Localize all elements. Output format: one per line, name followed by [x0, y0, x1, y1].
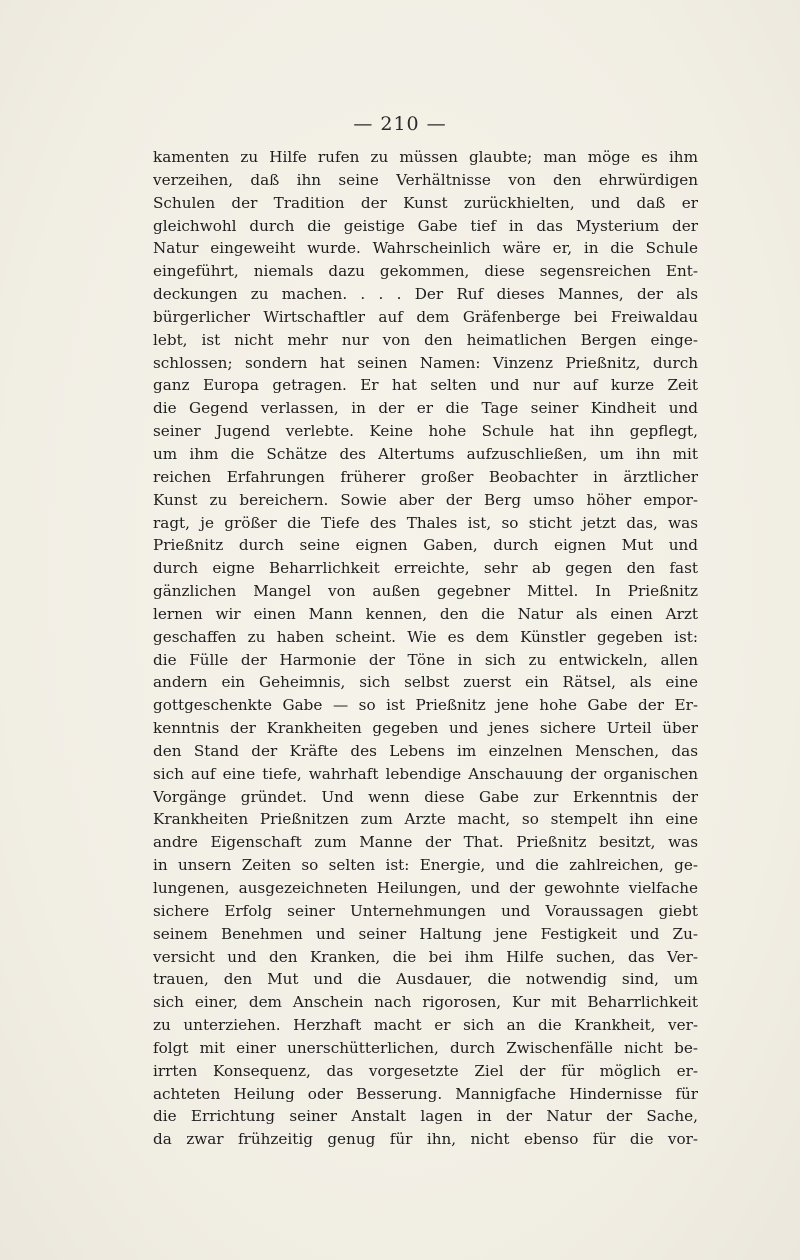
text-line: deckungen zu machen. . . . Der Ruf dieses Mannes, der als: [153, 285, 698, 304]
text-line: reichen Erfahrungen früherer großer Beobachter in ärztlicher: [153, 467, 698, 486]
text-line: achteten Heilung oder Besserung. Mannigfache Hindernisse für: [153, 1084, 698, 1103]
text-line: Krankheiten Prießnitzen zum Arzte macht, so stempelt ihn eine: [153, 810, 698, 829]
text-line: folgt mit einer unerschütterlichen, durch Zwischenfälle nicht be-: [153, 1038, 698, 1057]
text-line: bürgerlicher Wirtschaftler auf dem Gräfenberge bei Freiwaldau: [153, 307, 698, 326]
text-line: geschaffen zu haben scheint. Wie es dem Künstler gegeben ist:: [153, 627, 698, 646]
text-line: sich einer, dem Anschein nach rigorosen, Kur mit Beharrlichkeit: [153, 993, 698, 1012]
text-line: da zwar frühzeitig genug für ihn, nicht ebenso für die vor-: [153, 1130, 698, 1149]
text-line: eingeführt, niemals dazu gekommen, diese segensreichen Ent-: [153, 262, 698, 281]
text-line: Schulen der Tradition der Kunst zurückhielten, und daß er: [153, 193, 698, 212]
text-line: Kunst zu bereichern. Sowie aber der Berg umso höher empor-: [153, 490, 698, 509]
text-line: um ihm die Schätze des Altertums aufzuschließen, um ihn mit: [153, 444, 698, 463]
text-line: gottgeschenkte Gabe — so ist Prießnitz jene hohe Gabe der Er-: [153, 696, 698, 715]
text-line: Vorgänge gründet. Und wenn diese Gabe zur Erkenntnis der: [153, 787, 698, 806]
text-line: trauen, den Mut und die Ausdauer, die notwendig sind, um: [153, 970, 698, 989]
text-line: kenntnis der Krankheiten gegeben und jenes sichere Urteil über: [153, 719, 698, 738]
text-line: seinem Benehmen und seiner Haltung jene Festigkeit und Zu-: [153, 924, 698, 943]
text-line: andern ein Geheimnis, sich selbst zuerst ein Rätsel, als eine: [153, 673, 698, 692]
text-line: die Errichtung seiner Anstalt lagen in der Natur der Sache,: [153, 1107, 698, 1126]
text-line: seiner Jugend verlebte. Keine hohe Schule hat ihn gepflegt,: [153, 422, 698, 441]
text-line: den Stand der Kräfte des Lebens im einzelnen Menschen, das: [153, 741, 698, 760]
text-line: lebt, ist nicht mehr nur von den heimatlichen Bergen einge-: [153, 330, 698, 349]
text-line: durch eigne Beharrlichkeit erreichte, sehr ab gegen den fast: [153, 559, 698, 578]
text-line: die Gegend verlassen, in der er die Tage seiner Kindheit und: [153, 399, 698, 418]
text-line: ragt, je größer die Tiefe des Thales ist, so sticht jetzt das, was: [153, 513, 698, 532]
text-line: in unsern Zeiten so selten ist: Energie, und die zahlreichen, ge-: [153, 856, 698, 875]
text-line: andre Eigenschaft zum Manne der That. Prießnitz besitzt, was: [153, 833, 698, 852]
text-line: gänzlichen Mangel von außen gegebner Mittel. In Prießnitz: [153, 582, 698, 601]
text-line: sichere Erfolg seiner Unternehmungen und Voraussagen giebt: [153, 901, 698, 920]
text-line: Prießnitz durch seine eignen Gaben, durch eignen Mut und: [153, 536, 698, 555]
text-line: kamenten zu Hilfe rufen zu müssen glaubte; man möge es ihm: [153, 148, 698, 166]
text-line: gleichwohl durch die geistige Gabe tief in das Mysterium der: [153, 216, 698, 235]
text-line: lernen wir einen Mann kennen, den die Natur als einen Arzt: [153, 604, 698, 623]
text-line: versicht und den Kranken, die bei ihm Hilfe suchen, das Ver-: [153, 947, 698, 966]
text-line: schlossen; sondern hat seinen Namen: Vinzenz Prießnitz, durch: [153, 353, 698, 372]
text-line: ganz Europa getragen. Er hat selten und nur auf kurze Zeit: [153, 376, 698, 395]
page-number: — 210 —: [353, 113, 447, 135]
text-line: verzeihen, daß ihn seine Verhältnisse von den ehrwürdigen: [153, 170, 698, 189]
text-line: zu unterziehen. Herzhaft macht er sich an die Krankheit, ver-: [153, 1016, 698, 1035]
text-line: lungenen, ausgezeichneten Heilungen, und der gewohnte vielfache: [153, 879, 698, 897]
text-line: Natur eingeweiht wurde. Wahrscheinlich wäre er, in die Schule: [153, 239, 698, 258]
body-text: [153, 146, 698, 1151]
text-line: die Fülle der Harmonie der Töne in sich zu entwickeln, allen: [153, 650, 698, 669]
text-line: irrten Konsequenz, das vorgesetzte Ziel der für möglich er-: [153, 1061, 698, 1080]
text-line: sich auf eine tiefe, wahrhaft lebendige Anschauung der organischen: [153, 764, 698, 783]
